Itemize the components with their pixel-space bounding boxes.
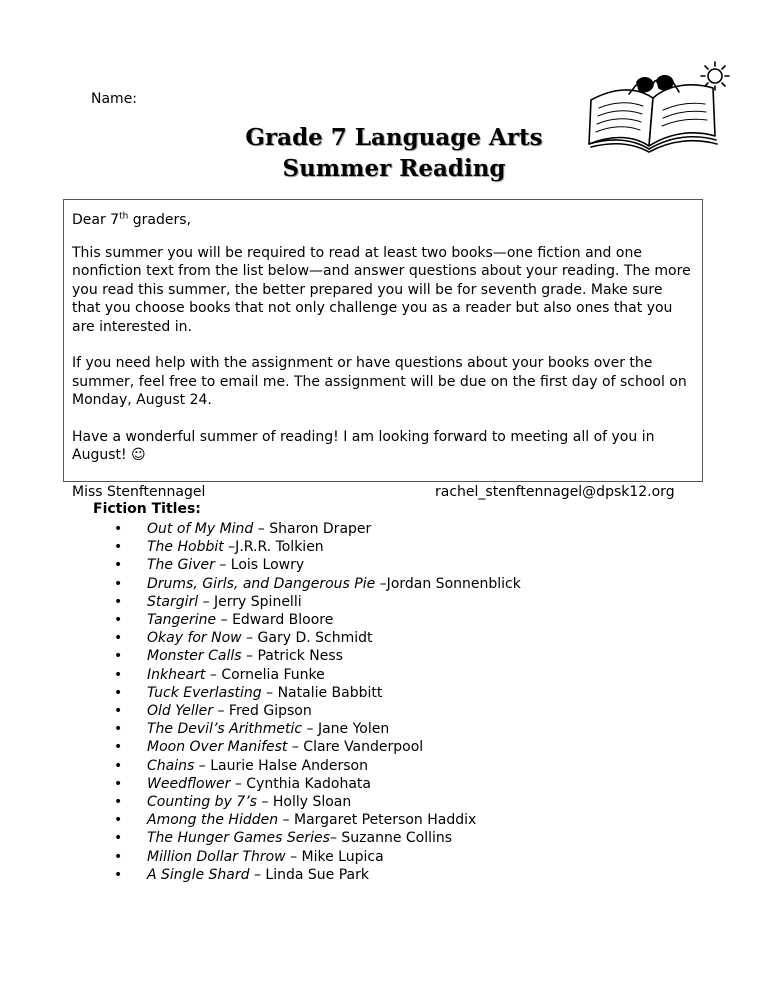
list-item: • Monster Calls – Patrick Ness	[112, 647, 521, 665]
page-title: Grade 7 Language Arts	[245, 124, 543, 151]
list-item: • Chains – Laurie Halse Anderson	[112, 757, 521, 775]
list-item: • Among the Hidden – Margaret Peterson Haddix	[112, 811, 521, 829]
list-item: • Tuck Everlasting – Natalie Babbitt	[112, 684, 521, 702]
list-item: • Okay for Now – Gary D. Schmidt	[112, 629, 521, 647]
list-item: • A Single Shard – Linda Sue Park	[112, 866, 521, 884]
letter-paragraph-3: Have a wonderful summer of reading! I am looking forward to meeting all of you in August! ☺	[72, 428, 655, 463]
list-item: • Drums, Girls, and Dangerous Pie –Jordan Sonnenblick	[112, 575, 521, 593]
teacher-email: rachel_stenftennagel@dpsk12.org	[435, 483, 675, 500]
list-item: • The Hunger Games Series– Suzanne Collins	[112, 829, 521, 847]
list-item: • Counting by 7’s – Holly Sloan	[112, 793, 521, 811]
list-item: • The Hobbit –J.R.R. Tolkien	[112, 538, 521, 556]
signature-line	[72, 483, 695, 503]
open-book-icon	[583, 58, 743, 158]
list-item: • The Devil’s Arithmetic – Jane Yolen	[112, 720, 521, 738]
list-item: • Stargirl – Jerry Spinelli	[112, 593, 521, 611]
list-item: • Tangerine – Edward Bloore	[112, 611, 521, 629]
list-item: • Moon Over Manifest – Clare Vanderpool	[112, 738, 521, 756]
list-item: • Inkheart – Cornelia Funke	[112, 666, 521, 684]
signature-name: Miss Stenftennagel	[72, 483, 206, 500]
letter-paragraph-2: If you need help with the assignment or have questions about your books over the summer, feel free to email me. The assignment will be due on the first day of school on Monday, August 24.	[72, 355, 687, 408]
list-item: • Old Yeller – Fred Gipson	[112, 702, 521, 720]
list-item: • Weedflower – Cynthia Kadohata	[112, 775, 521, 793]
list-item: • The Giver – Lois Lowry	[112, 556, 521, 574]
letter-box	[63, 199, 703, 500]
letter-greeting: Dear 7th graders,	[72, 211, 191, 228]
fiction-list	[112, 520, 521, 884]
name-label: Name:	[91, 91, 138, 107]
list-item: • Out of My Mind – Sharon Draper	[112, 520, 521, 538]
page-subtitle: Summer Reading	[282, 155, 506, 182]
list-item: • Million Dollar Throw – Mike Lupica	[112, 848, 521, 866]
fiction-heading: Fiction Titles:	[93, 501, 201, 517]
letter-paragraph-1: This summer you will be required to read at least two books—one fiction and one nonfiction text from the list below—and answer questions about your reading. The more you read this summer, the better prepared you will be for seventh grade. Make sure that you choose books that not only challenge you as a reader but also ones that you are interested in.	[72, 244, 691, 335]
